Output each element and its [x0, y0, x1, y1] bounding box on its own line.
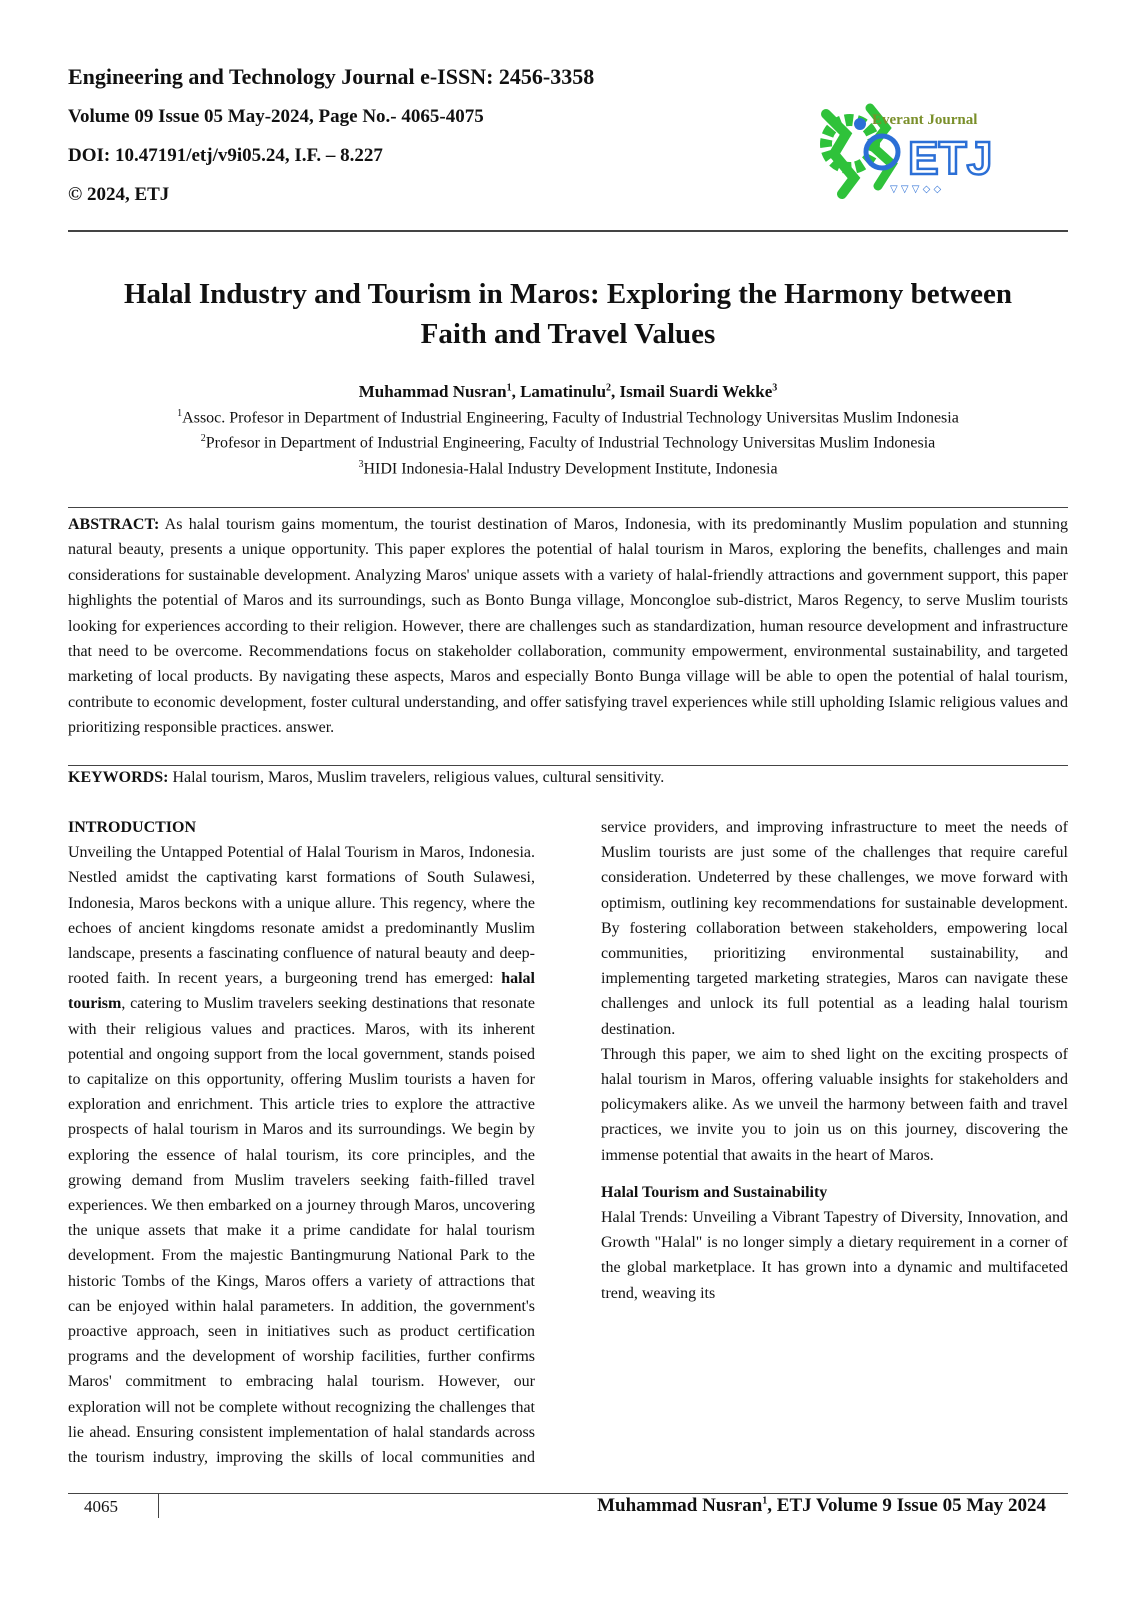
author-2-sup: 2 [606, 382, 612, 394]
journal-name: Engineering and Technology Journal e-ISSN: 2456-3358 [68, 64, 595, 89]
affiliation-2 [68, 433, 1068, 452]
affil-2-text: Profesor in Department of Industrial Engineering, Faculty of Industrial Technology Universitas Muslim Indonesia [205, 434, 936, 452]
halal-tourism-heading: Halal Tourism and Sustainability [601, 1183, 828, 1201]
paper-title [68, 274, 1068, 354]
logo-big-text: ETJ [908, 132, 993, 184]
title-line-1: Halal Industry and Tourism in Maros: Exploring the Harmony between [123, 278, 1013, 310]
running-rest: , ETJ Volume 9 Issue 05 May 2024 [767, 1495, 1046, 1516]
intro-p1-part-b: , catering to Muslim travelers seeking destinations that resonate with their religious values and practices. Maros, with its inherent potential and ongoing support from the local government, stands poised to capitalize on this opportunity, offering Muslim tourists a haven for exploration and enrichment. This article tries to explore the attractive prospects of halal tourism in Maros and its surroundings. We begin by exploring the essence of halal tourism, its core principles, and the growing demand from Muslim travelers seeking faith-filled travel experiences. We then embarked on a journey through Maros, uncovering the unique assets that make it a prime candidate for halal tourism development. From the majestic Bantingmurung National Park to the historic Tombs of the Kings, Maros offers a variety of attractions that can be enjoyed within halal parameters. In addition, the government's proactive approach, seen in initiatives such as product certification programs and the development of worship facilities, further confirms Maros' commitment to embracing halal tourism. However, our exploration will not be complete without recognizing the challenges that lie ahead. Ensuring consistent implementation of halal standards across the tourism industry, improving the skills of local communities and service providers, and improving infrastructure to meet the needs of Muslim tourists are just some of the challenges that require careful consideration. Undeterred by these challenges, we move forward with optimism, outlining key recommendations for sustainable development. By fostering collaboration between stakeholders, empowering local communities, prioritizing environmental sustainability, and implementing targeted marketing strategies, Maros can navigate these challenges and unlock its full potential as a leading halal tourism destination. [68, 819, 1068, 1467]
affil-3-sup: 3 [358, 459, 364, 470]
keywords-label: KEYWORDS: [68, 769, 169, 786]
abstract-top-rule [68, 507, 1068, 508]
affil-2-sup: 2 [200, 433, 206, 444]
footer-rule [68, 1493, 1068, 1494]
keywords [68, 769, 1068, 787]
running-author: Muhammad Nusran [597, 1495, 763, 1516]
page-number: 4065 [84, 1497, 118, 1516]
author-3-sup: 3 [772, 382, 778, 394]
keywords-text: Halal tourism, Maros, Muslim travelers, religious values, cultural sensitivity. [172, 769, 665, 786]
affil-3-text: HIDI Indonesia-Halal Industry Development Institute, Indonesia [363, 460, 778, 478]
copyright: © 2024, ETJ [68, 183, 170, 205]
affil-1-sup: 1 [177, 408, 183, 419]
affiliation-1 [68, 408, 1068, 427]
header-rule [68, 230, 1068, 232]
etj-logo [812, 94, 1022, 204]
journal-header [68, 64, 594, 223]
author-1-sup: 1 [506, 382, 512, 394]
intro-p1-part-a: Unveiling the Untapped Potential of Halal Tourism in Maros, Indonesia. Nestled amidst the captivating karst formations of South Sulawesi, Indonesia, Maros beckons with a unique allure. This regency, where the echoes of ancient kingdoms resonate amidst a predominantly Muslim landscape, presents a fascinating confluence of natural beauty and deep-rooted faith. In recent years, a burgeoning trend has emerged: [68, 844, 535, 988]
affiliation-3 [68, 459, 1068, 478]
running-sup: 1 [762, 1495, 768, 1507]
author-list: Muhammad Nusran$^1$, Lamatinulu$^2$, Ismail Suardi Wekke$^3$ [358, 382, 778, 401]
intro-p1-bold: halal tourism [68, 970, 535, 1013]
doi-info: DOI: 10.47191/etj/v9i05.24, I.F. – 8.227 [68, 145, 383, 167]
logo-top-text: Everant Journal [872, 112, 978, 128]
title-line-2: Faith and Travel Values [420, 318, 716, 350]
footer-divider [158, 1494, 159, 1518]
author-1: Muhammad Nusran [358, 382, 507, 401]
author-2: Lamatinulu [520, 382, 607, 401]
intro-paragraph-2: Through this paper, we aim to shed light on the exciting prospects of halal tourism in Maros, offering valuable insights for stakeholders and policymakers alike. As we unveil the harmony between faith and travel practices, we invite you to join us on this journey, discovering the immense potential that awaits in the heart of Maros. [601, 1045, 1068, 1164]
affil-1-text: Assoc. Profesor in Department of Industrial Engineering, Faculty of Industrial Technology Universitas Muslim Indonesia [182, 409, 959, 427]
abstract [68, 512, 1068, 741]
author-3: Ismail Suardi Wekke [619, 382, 773, 401]
abstract-label: ABSTRACT: [68, 516, 160, 533]
introduction-heading: INTRODUCTION [68, 819, 197, 836]
halal-trends-paragraph: Halal Trends: Unveiling a Vibrant Tapestry of Diversity, Innovation, and Growth "Halal" is no longer simply a dietary requirement in a corner of the global marketplace. It has grown into a dynamic and multifaceted trend, weaving its [601, 1209, 1068, 1302]
abstract-bottom-rule [68, 765, 1068, 766]
abstract-text: As halal tourism gains momentum, the tourist destination of Maros, Indonesia, with its predominantly Muslim population and stunning natural beauty, presents a unique opportunity. This paper explores the potential of halal tourism in Maros, exploring the benefits, challenges and main considerations for sustainable development. Analyzing Maros' unique assets with a variety of halal-friendly attractions and government support, this paper highlights the potential of Maros and its surroundings, such as Bonto Bunga village, Moncongloe sub-district, Maros Regency, to serve Muslim tourists looking for experiences according to their religion. However, there are challenges such as standardization, human resource development and infrastructure that need to be overcome. Recommendations focus on stakeholder collaboration, community empowerment, environmental sustainability, and targeted marketing of local products. By navigating these aspects, Maros and especially Bonto Bunga village will be able to open the potential of halal tourism, contribute to economic development, foster cultural understanding, and offer satisfying travel experiences while still upholding Islamic religious values and prioritizing responsible practices. answer. [68, 516, 1068, 737]
body-columns [68, 815, 1068, 1477]
volume-info: Volume 09 Issue 05 May-2024, Page No.- 4065-4075 [68, 106, 484, 128]
running-footer [597, 1495, 1046, 1517]
svg-text:▽ ▽ ▽ ◇ ◇: ▽ ▽ ▽ ◇ ◇ [890, 184, 942, 195]
